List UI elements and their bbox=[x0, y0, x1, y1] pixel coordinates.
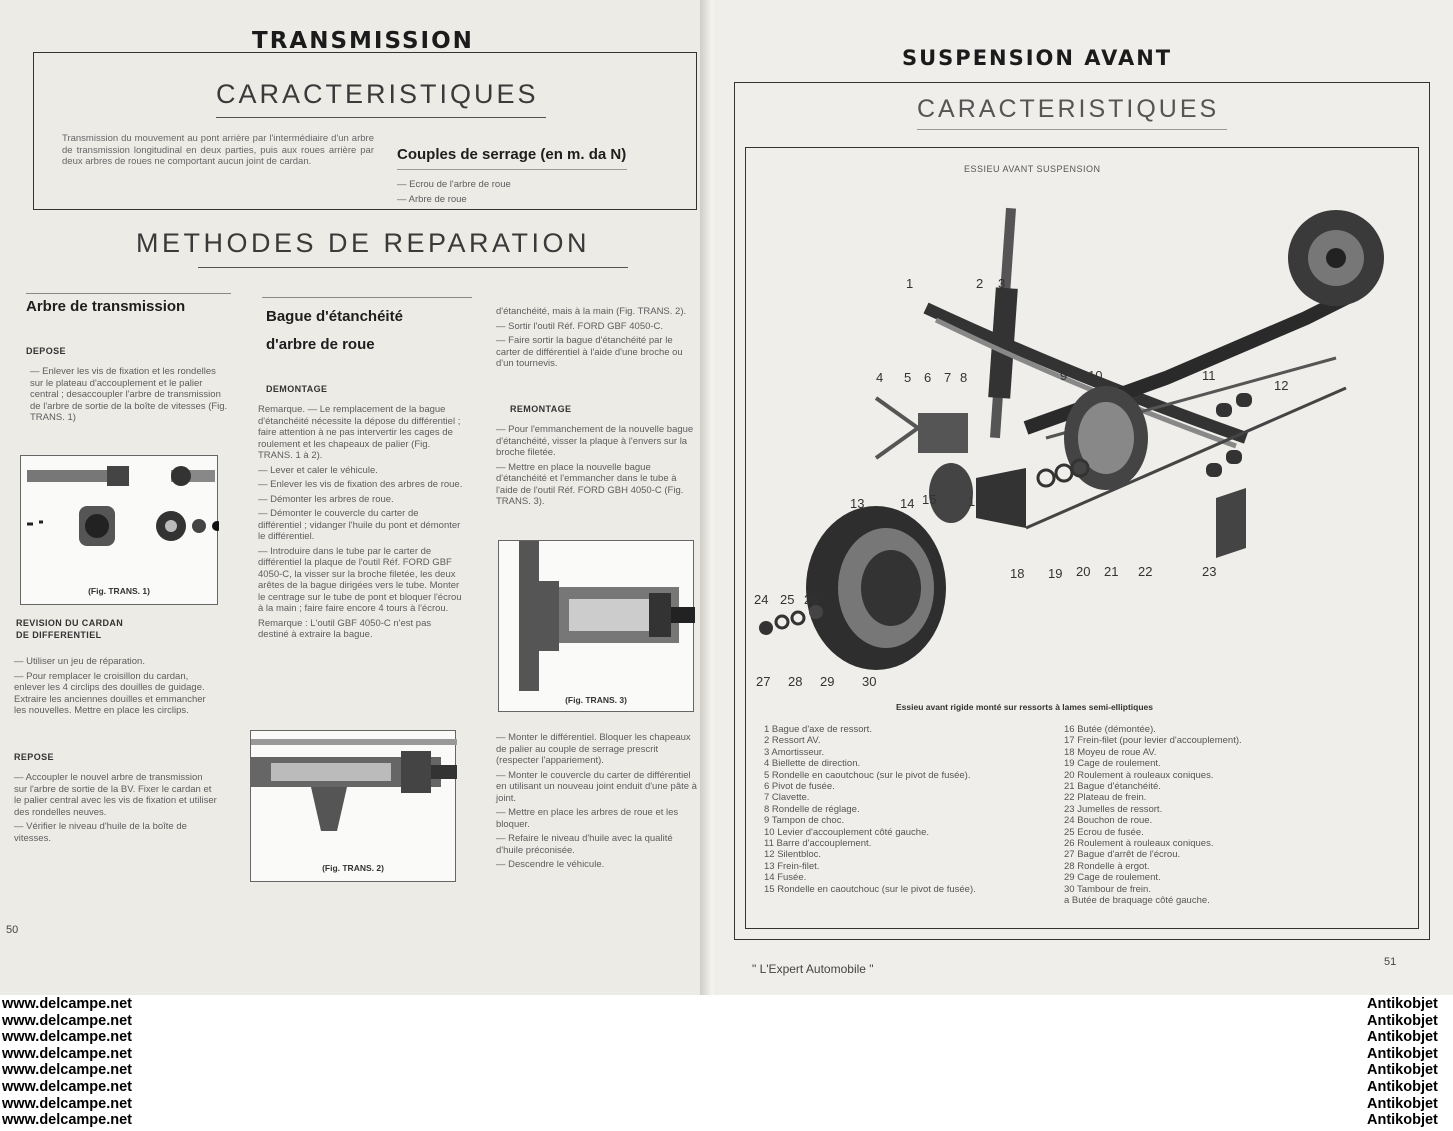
watermark-delcampe: www.delcampe.net bbox=[2, 1062, 132, 1079]
part-number: 1 bbox=[906, 276, 914, 291]
legend-entry: 17 Frein-filet (pour levier d'accouplement). bbox=[1064, 735, 1242, 747]
watermark-delcampe: www.delcampe.net bbox=[2, 996, 132, 1012]
part-number: 19 bbox=[1048, 566, 1063, 581]
legend-entry: a Butée de braquage côté gauche. bbox=[1064, 895, 1210, 907]
legend-entry: 16 Butée (démontée). bbox=[1064, 724, 1156, 735]
figure-trans-1 bbox=[20, 455, 218, 605]
diagram-title: ESSIEU AVANT SUSPENSION bbox=[964, 164, 1101, 174]
part-number: 11 bbox=[1202, 368, 1216, 383]
legend-entry: 23 Jumelles de ressort. bbox=[1064, 803, 1163, 815]
diagram-frame bbox=[745, 147, 1419, 929]
figure-1-caption: (Fig. TRANS. 1) bbox=[88, 586, 150, 596]
legend-entry: 9 Tampon de choc. bbox=[764, 815, 845, 827]
legend-entry: 29 Cage de roulement. bbox=[1064, 872, 1161, 884]
figure-trans-3 bbox=[498, 540, 694, 712]
depose-item: — Enlever les vis de fixation et les rondelles sur le plateau d'accouplement et le palier central ; desaccoupler l'arbre de transmission de l'arbre de sortie de la boîte de vitesses (Fig. TRANS. 1) bbox=[30, 366, 228, 423]
legend-entry: 6 Pivot de fusée. bbox=[764, 781, 835, 793]
legend-entry: 20 Roulement à rouleaux coniques. bbox=[1064, 769, 1214, 781]
part-number: 28 bbox=[788, 674, 803, 689]
part-number: 12 bbox=[1274, 378, 1289, 393]
legend-entry: 25 Ecrou de fusée. bbox=[1064, 826, 1144, 838]
legend-entry: 28 Rondelle à ergot. bbox=[1064, 860, 1150, 872]
legend-entry: 10 Levier d'accouplement côté gauche. bbox=[764, 826, 930, 838]
part-number: 23 bbox=[1202, 564, 1217, 579]
col1-top-rule bbox=[26, 293, 231, 294]
part-number: 17 bbox=[994, 492, 1009, 507]
watermark-antikobjet: Antikobjet bbox=[1367, 996, 1438, 1012]
legend-entry: 7 Clavette. bbox=[764, 792, 810, 804]
part-number: 9 bbox=[1060, 368, 1068, 383]
watermark-antikobjet: Antikobjet bbox=[1367, 1079, 1438, 1095]
revision-item: — Pour remplacer le croisillon du cardan, enlever les 4 circlips des douilles de guidage. Extraire les anciennes douilles et emmancher les nouvelles. Mettre en place les circlips. bbox=[14, 670, 206, 716]
shaft-illustration bbox=[21, 456, 219, 586]
characteristics-box bbox=[33, 52, 697, 210]
part-number: 7 bbox=[944, 370, 952, 385]
part-number: 26 bbox=[804, 592, 819, 607]
step: — Introduire dans le tube par le carter de différentiel la plaque de l'outil Réf. FORD GBF 4050-C, la visser sur la broche filetée, les deux arêtes de la bague dirigées vers le tube. Monter le centrage sur le tube de pont et bloquer l'écrou à la main ; faire faire encore 4 tours à l'écrou. bbox=[258, 545, 462, 614]
figure-trans-2 bbox=[250, 730, 456, 882]
col3-top bbox=[496, 306, 698, 373]
right-page bbox=[716, 0, 1453, 995]
step: — Mettre en place la nouvelle bague d'étanchéité et l'emmancher dans le tube à l'aide de l'outil Réf. FORD GBH 4050-C (Fig. TRANS. 3). bbox=[496, 461, 684, 507]
legend-entry: 15 Rondelle en caoutchouc (sur le pivot de fusée). bbox=[764, 883, 976, 895]
repose-label: REPOSE bbox=[14, 752, 54, 762]
legend-entry: 8 Rondelle de réglage. bbox=[764, 803, 860, 815]
legend-entry: 14 Fusée. bbox=[764, 872, 807, 884]
legend-entry: 18 Moyeu de roue AV. bbox=[1064, 746, 1157, 758]
legend-entry: 22 Plateau de frein. bbox=[1064, 792, 1147, 804]
step: — Faire sortir la bague d'étanchéité par le carter de différentiel à l'aide d'une broche ou d'un tournevis. bbox=[496, 335, 683, 369]
watermark-antikobjet: Antikobjet bbox=[1367, 1029, 1438, 1046]
depose-label: DEPOSE bbox=[26, 346, 66, 356]
legend-entry: 21 Bague d'étanchéité. bbox=[1064, 781, 1161, 793]
legend-left bbox=[764, 724, 976, 895]
watermark-antikobjet: Antikobjet bbox=[1367, 1095, 1438, 1112]
part-number: 21 bbox=[1104, 564, 1119, 579]
col2-body bbox=[258, 404, 464, 644]
watermark-delcampe: www.delcampe.net bbox=[2, 1079, 132, 1095]
col2-heading-2: d'arbre de roue bbox=[266, 336, 375, 353]
step: — Démonter les arbres de roue. bbox=[258, 493, 394, 505]
suspension-box bbox=[734, 82, 1430, 940]
legend-entry: 30 Tambour de frein. bbox=[1064, 883, 1151, 895]
watermark-delcampe: www.delcampe.net bbox=[2, 1112, 132, 1129]
torque-item: — Arbre de roue bbox=[397, 193, 467, 205]
step: — Sortir l'outil Réf. FORD GBF 4050-C. bbox=[496, 320, 664, 332]
part-number: 27 bbox=[756, 674, 771, 689]
part-number: 5 bbox=[904, 370, 912, 385]
repose-item: — Vérifier le niveau d'huile de la boîte de vitesses. bbox=[14, 821, 187, 844]
part-number: 20 bbox=[1076, 564, 1091, 579]
legend-right bbox=[1064, 724, 1242, 907]
part-number: 22 bbox=[1138, 564, 1153, 579]
step: — Lever et caler le véhicule. bbox=[258, 464, 378, 476]
part-number: 10 bbox=[1088, 368, 1103, 383]
revision-list bbox=[14, 656, 218, 720]
axle-tube-illustration bbox=[251, 731, 457, 851]
torque-list bbox=[397, 179, 627, 208]
step: — Enlever les vis de fixation des arbres de roue. bbox=[258, 479, 463, 490]
heading-rule bbox=[216, 117, 546, 118]
remontage-label: REMONTAGE bbox=[510, 404, 572, 414]
legend-entry: 5 Rondelle en caoutchouc (sur le pivot de fusée). bbox=[764, 769, 971, 781]
part-number: 2 bbox=[976, 276, 984, 291]
characteristics-heading: CARACTERISTIQUES bbox=[216, 79, 539, 109]
watermark-antikobjet: Antikobjet bbox=[1367, 1112, 1438, 1129]
torque-rule bbox=[397, 169, 627, 170]
repose-item: — Accoupler le nouvel arbre de transmission sur l'arbre de sortie de la BV. Fixer le cardan et le palier central avec les vis de fixation et utiliser des rondelles neuves. bbox=[14, 772, 217, 818]
col3-mid bbox=[496, 424, 698, 511]
left-page-title: TRANSMISSION bbox=[252, 28, 474, 54]
remark: Remarque. — Le remplacement de la bague d'étanchéité nécessite la dépose du différentiel ; faire attention à ne pas intervertir les cages de roulement et les chapeaux de palier (Fig. TRANS. 1 à 2). bbox=[258, 404, 461, 461]
legend-entry: 19 Cage de roulement. bbox=[1064, 758, 1161, 770]
col3-bottom bbox=[496, 732, 698, 874]
right-heading-rule bbox=[917, 129, 1227, 130]
legend-entry: 3 Amortisseur. bbox=[764, 746, 825, 758]
left-page-number: 50 bbox=[6, 924, 19, 936]
watermark-delcampe: www.delcampe.net bbox=[2, 1095, 132, 1112]
part-number: 25 bbox=[780, 592, 795, 607]
revision-label-2: DE DIFFERENTIEL bbox=[16, 630, 102, 640]
watermark-antikobjet: Antikobjet bbox=[1367, 1012, 1438, 1029]
depose-list bbox=[30, 366, 228, 427]
watermark-delcampe: www.delcampe.net bbox=[2, 1029, 132, 1046]
part-number: 30 bbox=[862, 674, 877, 689]
step: d'étanchéité, mais à la main (Fig. TRANS. 2). bbox=[496, 306, 687, 317]
watermark-delcampe: www.delcampe.net bbox=[2, 1045, 132, 1062]
right-page-number: 51 bbox=[1384, 956, 1397, 968]
part-number: 24 bbox=[754, 592, 769, 607]
step: — Descendre le véhicule. bbox=[496, 859, 605, 870]
col2-top-rule bbox=[262, 297, 472, 298]
col1-heading: Arbre de transmission bbox=[26, 298, 186, 315]
torque-item: — Ecrou de l'arbre de roue bbox=[397, 179, 511, 190]
col2-heading: Bague d'étanchéité bbox=[266, 308, 403, 325]
right-page-title: SUSPENSION AVANT bbox=[902, 46, 1173, 70]
part-number: 18 bbox=[1010, 566, 1025, 581]
figure-3-caption: (Fig. TRANS. 3) bbox=[565, 695, 627, 705]
part-number: 4 bbox=[876, 370, 884, 385]
step: — Pour l'emmanchement de la nouvelle bague d'étanchéité, visser la plaque à l'envers sur la broche filetée. bbox=[496, 424, 694, 458]
methods-rule bbox=[198, 267, 628, 268]
step: — Refaire le niveau d'huile avec la qualité d'huile préconisée. bbox=[496, 833, 673, 856]
watermark-delcampe: www.delcampe.net bbox=[2, 1012, 132, 1029]
left-page bbox=[0, 0, 706, 995]
part-number: 6 bbox=[924, 370, 932, 385]
diagram-caption: Essieu avant rigide monté sur ressorts à lames semi-elliptiques bbox=[896, 702, 1153, 712]
legend-entry: 27 Bague d'arrêt de l'écrou. bbox=[1064, 849, 1181, 861]
part-number: 16 bbox=[968, 494, 983, 509]
legend-entry: 26 Roulement à rouleaux coniques. bbox=[1064, 838, 1214, 850]
repose-list bbox=[14, 772, 218, 847]
watermark-antikobjet: Antikobjet bbox=[1367, 1062, 1438, 1079]
legend-entry: 1 Bague d'axe de ressort. bbox=[764, 724, 872, 735]
figure-2-caption: (Fig. TRANS. 2) bbox=[322, 863, 384, 873]
step: — Démonter le couvercle du carter de différentiel ; vidanger l'huile du pont et démonter le différentiel. bbox=[258, 508, 461, 542]
part-number: 13 bbox=[850, 496, 865, 511]
part-number: 29 bbox=[820, 674, 835, 689]
legend-entry: 12 Silentbloc. bbox=[764, 849, 822, 861]
step: — Monter le couvercle du carter de différentiel en utilisant un nouveau joint enduit d'une pâte à joint. bbox=[496, 769, 697, 804]
suspension-exploded-diagram bbox=[746, 188, 1418, 708]
torque-heading: Couples de serrage (en m. da N) bbox=[397, 146, 627, 163]
remark: Remarque : L'outil GBF 4050-C n'est pas destiné à extraire la bague. bbox=[258, 617, 432, 640]
demontage-label: DEMONTAGE bbox=[266, 384, 328, 394]
revision-item: — Utiliser un jeu de réparation. bbox=[14, 656, 145, 667]
revision-label: REVISION DU CARDAN bbox=[16, 618, 124, 628]
watermark-antikobjet: Antikobjet bbox=[1367, 1045, 1438, 1062]
part-number: 3 bbox=[998, 276, 1006, 291]
step: — Monter le différentiel. Bloquer les chapeaux de palier au couple de serrage prescrit (respecter l'appariement). bbox=[496, 732, 691, 766]
legend-entry: 13 Frein-filet. bbox=[764, 860, 820, 872]
methods-heading: METHODES DE REPARATION bbox=[136, 228, 591, 258]
intro-text: Transmission du mouvement au pont arrière par l'intermédiaire d'un arbre de transmission longitudinal en deux parties, puis aux roues arrière par deux arbres de roues ne comportant aucun joint de cardan. bbox=[62, 133, 374, 167]
legend-entry: 2 Ressort AV. bbox=[764, 735, 821, 747]
part-number: 15 bbox=[922, 492, 937, 507]
part-number: 14 bbox=[900, 496, 915, 511]
legend-entry: 4 Biellette de direction. bbox=[764, 758, 861, 770]
magazine-name: " L'Expert Automobile " bbox=[752, 962, 874, 976]
step: — Mettre en place les arbres de roue et les bloquer. bbox=[496, 807, 679, 830]
part-number: 8 bbox=[960, 370, 968, 385]
legend-entry: 11 Barre d'accouplement. bbox=[764, 838, 872, 850]
legend-entry: 24 Bouchon de roue. bbox=[1064, 815, 1153, 827]
seal-tool-illustration bbox=[499, 541, 695, 691]
right-characteristics-heading: CARACTERISTIQUES bbox=[917, 95, 1220, 123]
